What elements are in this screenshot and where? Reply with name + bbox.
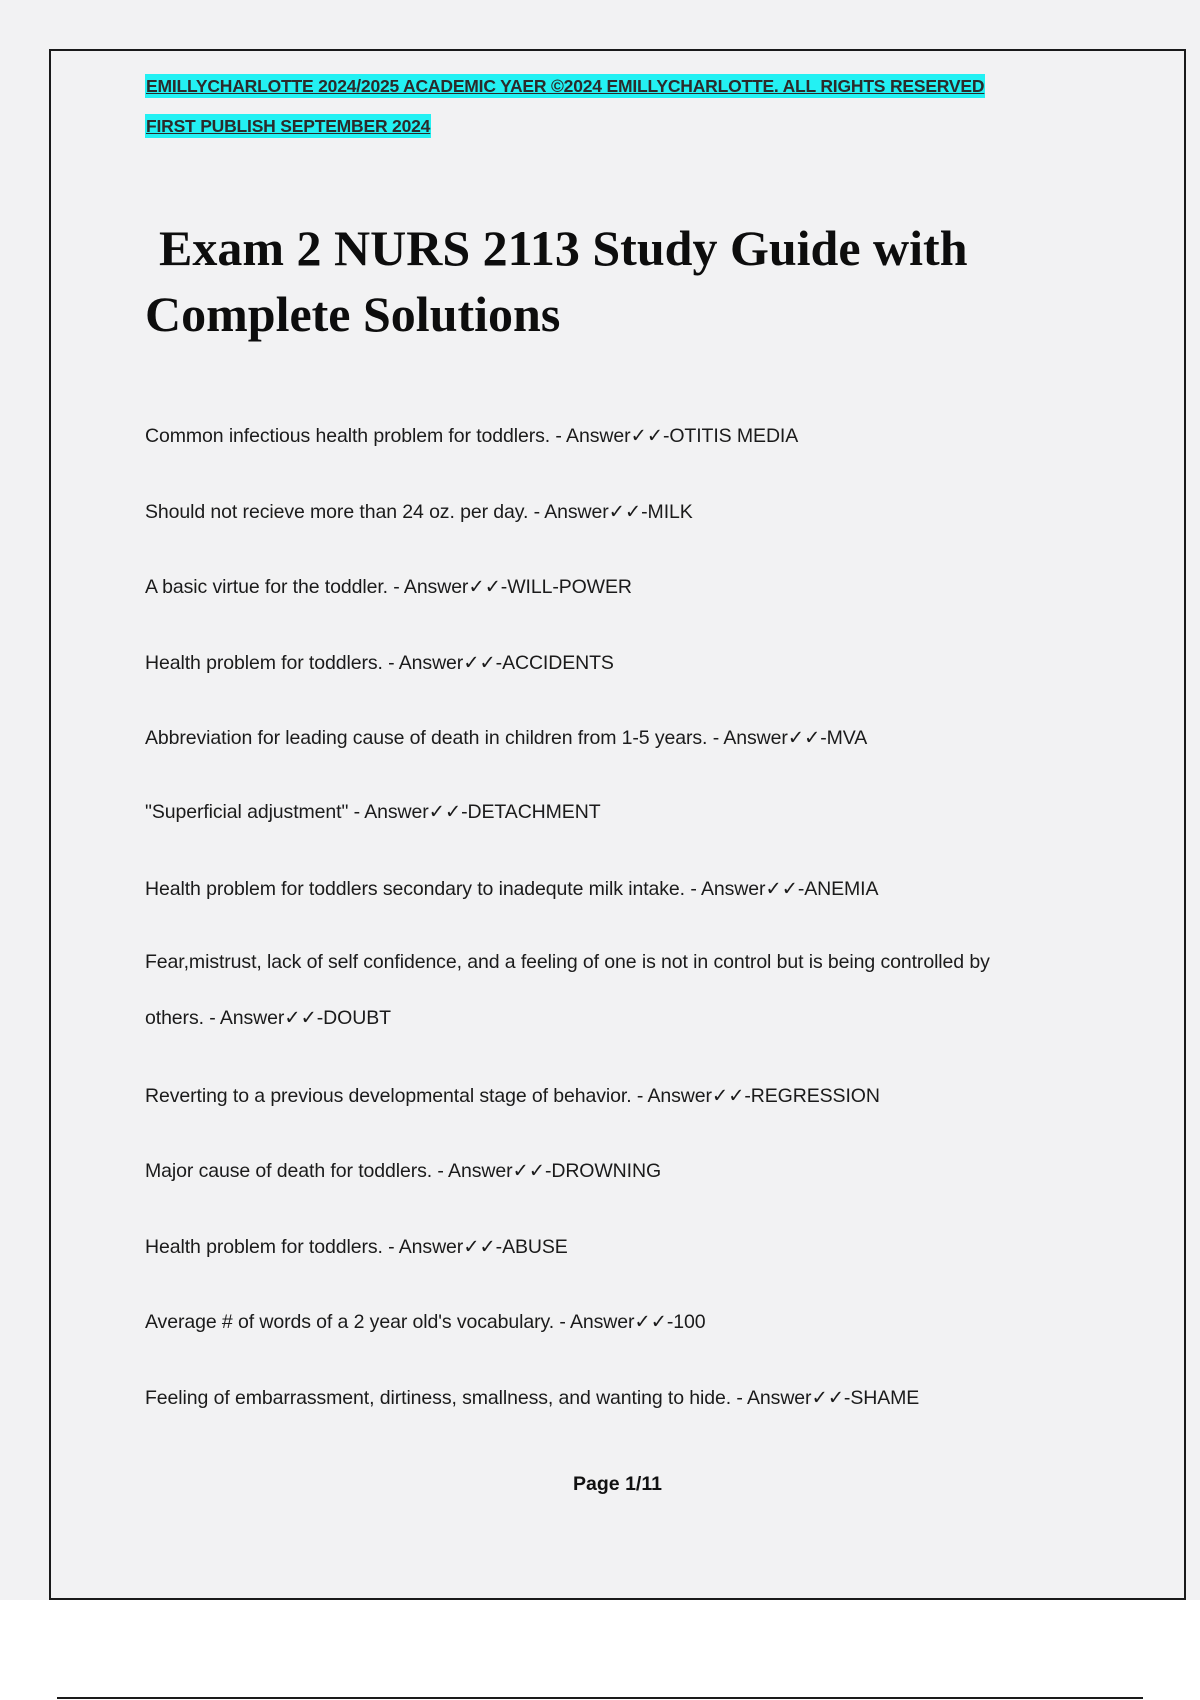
document-title-line-2: Complete Solutions bbox=[145, 286, 561, 342]
qa-item: Health problem for toddlers. - Answer✓✓-ABUSE bbox=[145, 1236, 568, 1258]
qa-item: A basic virtue for the toddler. - Answer✓✓-WILL-POWER bbox=[145, 576, 632, 598]
qa-item: Health problem for toddlers. - Answer✓✓-ACCIDENTS bbox=[145, 652, 614, 674]
document-title-line-1: Exam 2 NURS 2113 Study Guide with bbox=[159, 220, 968, 276]
qa-item: Major cause of death for toddlers. - Answer✓✓-DROWNING bbox=[145, 1160, 662, 1182]
document-title bbox=[145, 215, 1065, 347]
qa-item: Should not recieve more than 24 oz. per day. - Answer✓✓-MILK bbox=[145, 501, 693, 523]
qa-item: "Superficial adjustment" - Answer✓✓-DETACHMENT bbox=[145, 801, 601, 823]
qa-item: Average # of words of a 2 year old's vocabulary. - Answer✓✓-100 bbox=[145, 1311, 706, 1333]
qa-item: Fear,mistrust, lack of self confidence, and a feeling of one is not in control but is being controlled by others. - Answer✓✓-DOUBT bbox=[145, 951, 990, 1029]
page-number: Page 1/11 bbox=[573, 1473, 662, 1495]
qa-item: Reverting to a previous developmental stage of behavior. - Answer✓✓-REGRESSION bbox=[145, 1085, 880, 1107]
copyright-header: EMILLYCHARLOTTE 2024/2025 ACADEMIC YAER ©2024 EMILLYCHARLOTTE. ALL RIGHTS RESERVED bbox=[146, 76, 985, 96]
qa-item: Common infectious health problem for toddlers. - Answer✓✓-OTITIS MEDIA bbox=[145, 425, 799, 447]
publish-date-header: FIRST PUBLISH SEPTEMBER 2024 bbox=[146, 116, 431, 136]
next-page-top-border bbox=[57, 1697, 1143, 1699]
qa-item: Feeling of embarrassment, dirtiness, smallness, and wanting to hide. - Answer✓✓-SHAME bbox=[145, 1387, 920, 1409]
qa-item: Health problem for toddlers secondary to inadequte milk intake. - Answer✓✓-ANEMIA bbox=[145, 878, 879, 900]
qa-item: Abbreviation for leading cause of death in children from 1-5 years. - Answer✓✓-MVA bbox=[145, 727, 868, 749]
